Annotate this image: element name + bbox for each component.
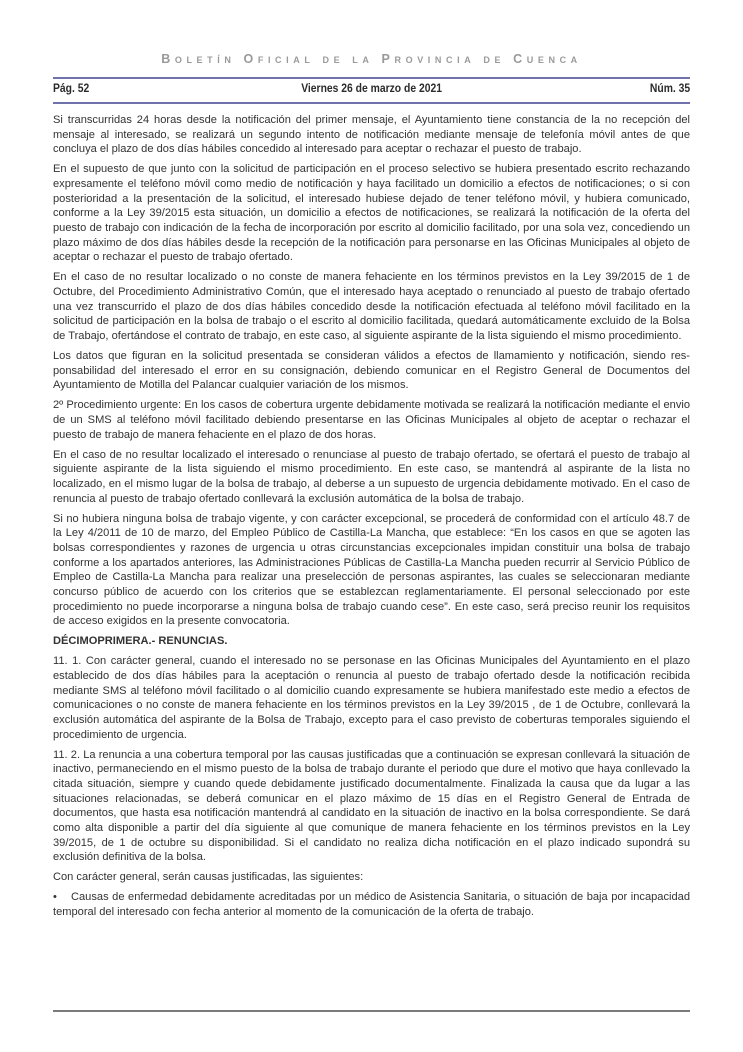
- paragraph: En el supuesto de que junto con la solicitud de participación en el proceso selectivo se hubiera presentado escrito rechazando expresamente el teléfono móvil como medio de notificación y haya facilitado un domicilio a efectos de notificaciones; o si con posterioridad a la presentación de la solicitud, el interesado hubiese dejado de tener teléfono móvil, y hubiera comunicado, conforme a la Ley 39/2015 esta situación, un domicilio a efectos de notificaciones, se realizará la notificación de la oferta del puesto de trabajo con indicación de la fecha de incorporación por escrito al domicilio facilitado, por una sola vez, concediendo un plazo máximo de dos días hábiles desde la recepción de la notificación para personarse en las Oficinas Municipales al objeto de aceptar o rechazar el puesto de trabajo ofertado.: [53, 163, 690, 264]
- paragraph: 11. 1. Con carácter general, cuando el interesado no se personase en las Oficinas Municipales del Ayuntamiento en el plazo establecido de dos días hábiles para la aceptación o renuncia al puesto de trabajo ofertado desde la notificación recibida mediante SMS al teléfono móvil facilitado o al domicilio cuando expresamente se hubiera manifestado este medio a efectos de comunicaciones o no conste de manera fehaciente en los términos previstos en la Ley 39/2015 , de 1 de Octubre, conllevará la exclusión automática del aspirante de la Bolsa de Trabajo, excepto para el caso previsto de coberturas temporales siguiendo el procedimiento de urgencia.: [53, 655, 690, 741]
- paragraph: Si no hubiera ninguna bolsa de trabajo vigente, y con carácter excepcional, se procederá de conformidad con el artículo 48.7 de la Ley 4/2011 de 10 de marzo, del Empleo Público de Castilla-La Mancha, que establece: “En los casos en que se agoten las bolsas correspondientes y razones de urgencia u otras circunstancias excepcionales impidan constituir una bolsa de trabajo conforme a los apartados anteriores, las Administraciones Públicas de Castilla-La Mancha pueden recurrir al Servicio Público de Empleo de Castilla-La Mancha para realizar una preselección de personas aspirantes, las cuales se seleccionaran mediante concurso público de acuerdo con los criterios que se establezcan reglamentariamente. El personal seleccionado por este procedimiento no puede incorporarse a ninguna bolsa de trabajo cuando cese”. En este caso, será preciso reunir los requisitos de acceso exigidos en la presente convocatoria.: [53, 512, 690, 628]
- paragraph: 2º Procedimiento urgente: En los casos de cobertura urgente debidamente motivada se realizará la notificación mediante el envio de un SMS al teléfono móvil facilitado debiendo presentarse en las Oficinas Municipales al objeto de aceptar o rechazar el puesto de trabajo de manera fehaciente en el plazo de dos horas.: [53, 399, 690, 441]
- paragraph: En el caso de no resultar localizado o no conste de manera fehaciente en los términos previstos en la Ley 39/2015 de 1 de Octubre, del Procedimiento Administrativo Común, que el interesado haya aceptado o renunciado al puesto de trabajo ofertado una vez transcurrido el plazo de dos días hábiles concedido desde la notificación efectuada al teléfono móvil facilitado en la solicitud de participación en la bolsa de trabajo o el escrito al domicilio facilitada, quedará automáticamente excluido de la Bolsa de Trabajo, ofertándose el contrato de trabajo, en este caso, al siguiente aspirante de la lista siguiendo el mismo procedimiento.: [53, 271, 690, 342]
- header-rule-bottom: [53, 102, 690, 104]
- issue-number: Núm. 35: [649, 83, 691, 95]
- paragraph: Si transcurridas 24 horas desde la notificación del primer mensaje, el Ayuntamiento tiene constancia de la no recepción del mensaje al interesado, se realizará un segundo intento de notificación mediante mensaje de telefonía móvil antes de que concluya el plazo de dos días hábiles concedido al interesado para aceptar o rechazar el puesto de trabajo.: [53, 114, 690, 156]
- page-number: Pág. 52: [53, 83, 90, 95]
- publication-title: Boletín Oficial de la Provincia de Cuenca: [161, 52, 582, 66]
- bullet-icon: •: [53, 891, 57, 904]
- section-heading: DÉCIMOPRIMERA.- RENUNCIAS.: [53, 635, 228, 648]
- paragraph: Los datos que figuran en la solicitud presentada se consideran válidos a efectos de llamamiento y notificación, siendo responsabilidad del interesado el error en su consignación, debiendo comunicar en el Registro General de Documentos del Ayuntamiento de Motilla del Palancar cualquier variación de los mismos.: [53, 350, 690, 392]
- document-body: [53, 113, 690, 925]
- paragraph: Con carácter general, serán causas justificadas, las siguientes:: [53, 871, 364, 884]
- bullet-text: Causas de enfermedad debidamente acreditadas por un médico de Asistencia Sanitaria, o situación de baja por incapacidad temporal del interesado con fecha anterior al momento de la comunicación de la oferta de trabajo.: [53, 891, 690, 919]
- paragraph: En el caso de no resultar localizado el interesado o renunciase al puesto de trabajo ofertado, se ofertará el puesto de trabajo al siguiente aspirante de la lista siguiendo el mismo procedimiento. En este caso, se mantendrá al aspirante de la lista no localizado, en el mismo lugar de la bolsa de trabajo, al deberse a un supuesto de urgencia debidamente motivado. En el caso de renuncia al puesto de trabajo ofertado conllevará la exclusión automática de la bolsa de trabajo.: [53, 448, 690, 505]
- header-rule-top: [53, 77, 690, 79]
- header-row: [53, 83, 690, 99]
- bullet-list-item: [53, 890, 690, 919]
- issue-date: Viernes 26 de marzo de 2021: [301, 83, 442, 95]
- footer-rule: [53, 1010, 690, 1012]
- paragraph: 11. 2. La renuncia a una cobertura temporal por las causas justificadas que a continuación se expresan conllevará la situación de inactivo, permaneciendo en el mismo puesto de la bolsa de trabajo durante el periodo que dure el motivo que haya conllevado la citada situación, siempre y cuando quede debidamente justificado documentalmente. Finalizada la causa que da lugar a las situaciones relacionadas, se deberá comunicar en el plazo máximo de 15 días en el Registro General de Entrada de documentos, que hasta esa notificación mantendrá al candidato en la situación de inactivo en la bolsa correspondiente. Se dará como alta disponible a partir del día siguiente al que comunique de manera fehaciente en los términos previstos en la Ley 39/2015, de 1 de octubre su disponibilidad. Si el candidato no realiza dicha notificación en el plazo indicado supondrá su exclusión definitiva de la bolsa.: [53, 748, 690, 864]
